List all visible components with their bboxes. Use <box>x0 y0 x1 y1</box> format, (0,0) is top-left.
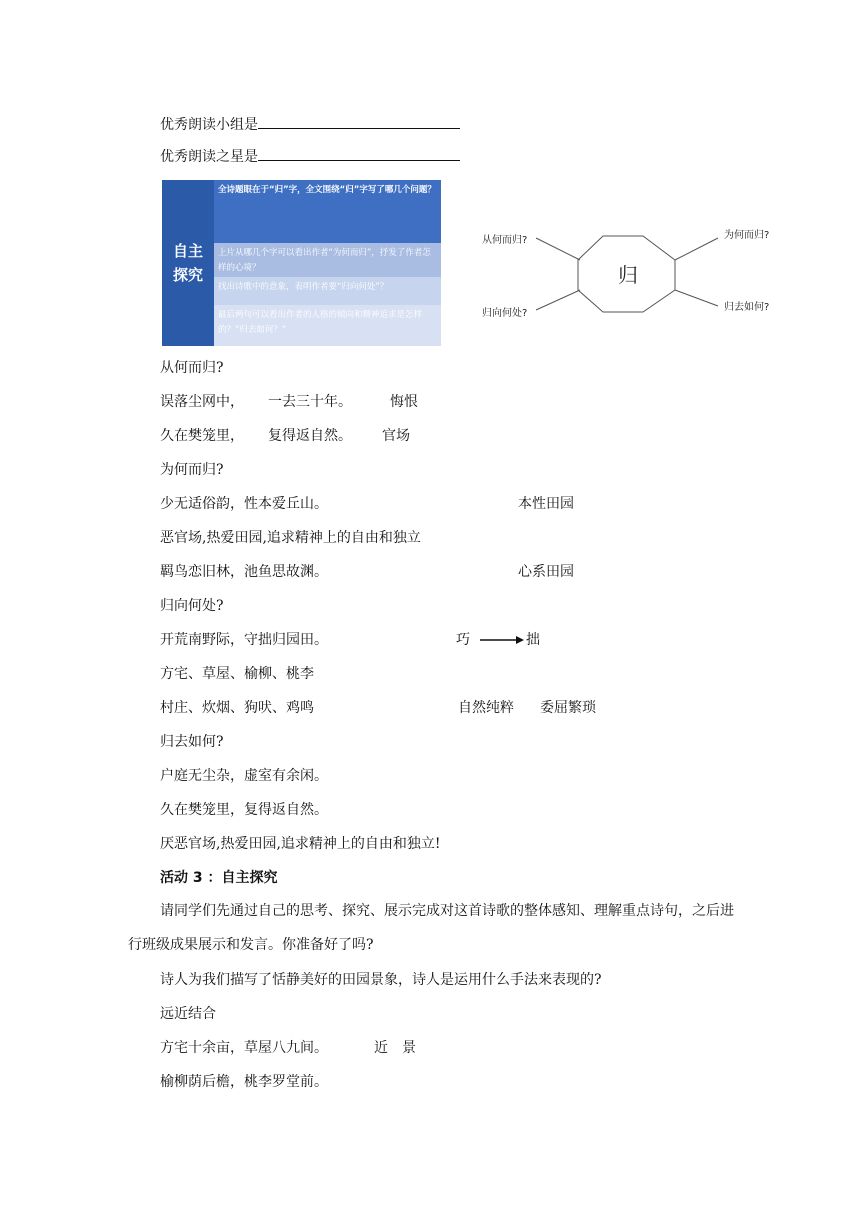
line-7: 方宅、草屋、榆柳、桃李 <box>160 666 314 682</box>
panel-question: 全诗题眼在于“归”字，全文围绕“归”字写了哪几个问题？ <box>214 180 441 243</box>
line-9: 户庭无尘杂，虚室有余闲。 <box>160 768 328 784</box>
connector-top-left <box>536 238 580 260</box>
line-3: 少无适俗韵，性本爱丘山。 <box>160 496 328 512</box>
star-blank[interactable] <box>258 146 460 161</box>
line-1b: 一去三十年。 <box>268 394 352 410</box>
right-arrow-icon <box>478 630 526 650</box>
star-line <box>160 146 460 167</box>
line-3b: 本性田园 <box>518 496 574 512</box>
panel-question: 最后两句可以看出作者的人格的倾向和精神追求是怎样的？“归去如何？” <box>214 305 441 346</box>
line-14b: 近 景 <box>374 1040 416 1056</box>
connector-top-right <box>675 238 718 260</box>
activity-paragraph: 请同学们先通过自己的思考、探究、展示完成对这首诗歌的整体感知、理解重点诗句，之后进行班级成果展示和发言。你准备好了吗? <box>128 903 734 953</box>
label-top-right: 为何而归? <box>724 230 770 241</box>
line-14: 方宅十余亩，草屋八九间。 <box>160 1040 328 1056</box>
line-2c: 官场 <box>382 428 410 444</box>
line-12: 诗人为我们描写了恬静美好的田园景象，诗人是运用什么手法来表现的? <box>160 972 602 988</box>
heading-1: 从何而归? <box>160 360 224 376</box>
line-10: 久在樊笼里，复得返自然。 <box>160 802 328 818</box>
label-top-left: 从何而归? <box>482 235 528 246</box>
line-1c: 悔恨 <box>390 394 418 410</box>
group-line <box>160 114 460 135</box>
line-6c: 拙 <box>526 632 540 648</box>
label-bottom-right: 归去如何? <box>724 302 770 313</box>
connector-bottom-left <box>536 290 580 310</box>
line-15: 榆柳荫后檐，桃李罗堂前。 <box>160 1074 328 1090</box>
activity-heading: 活动 3 ：自主探究 <box>160 870 278 886</box>
line-6: 开荒南野际，守拙归园田。 <box>160 632 328 648</box>
line-4: 恶官场,热爱田园,追求精神上的自由和独立 <box>160 530 421 546</box>
star-label: 优秀朗读之星是 <box>160 149 258 165</box>
connector-bottom-right <box>675 290 718 306</box>
center-label: 归 <box>618 263 638 287</box>
line-8b: 自然纯粹 <box>458 700 514 716</box>
line-8c: 委屈繁琐 <box>540 700 596 716</box>
heading-4: 归去如何? <box>160 734 224 750</box>
gui-diagram <box>478 224 788 324</box>
group-label: 优秀朗读小组是 <box>160 117 258 133</box>
line-1: 误落尘网中， <box>160 394 244 410</box>
heading-2: 为何而归? <box>160 462 224 478</box>
heading-3: 归向何处? <box>160 598 224 614</box>
label-bottom-left: 归向何处? <box>482 308 528 319</box>
line-2: 久在樊笼里， <box>160 428 244 444</box>
line-11: 厌恶官场,热爱田园,追求精神上的自由和独立! <box>160 836 441 852</box>
panel-question: 上片从哪几个字可以看出作者“为何而归”，抒发了作者怎样的心境？ <box>214 243 441 277</box>
line-5b: 心系田园 <box>518 564 574 580</box>
group-blank[interactable] <box>258 114 460 129</box>
panel-question: 找出诗歌中的意象，表明作者要“归向何处”？ <box>214 277 441 305</box>
line-13: 远近结合 <box>160 1006 216 1022</box>
line-2b: 复得返自然。 <box>268 428 352 444</box>
line-5: 羁鸟恋旧林，池鱼思故渊。 <box>160 564 328 580</box>
panel-title: 自主 探究 <box>162 180 214 346</box>
inquiry-panel <box>162 180 441 346</box>
line-6b: 巧 <box>456 632 470 648</box>
line-8: 村庄、炊烟、狗吠、鸡鸣 <box>160 700 314 716</box>
